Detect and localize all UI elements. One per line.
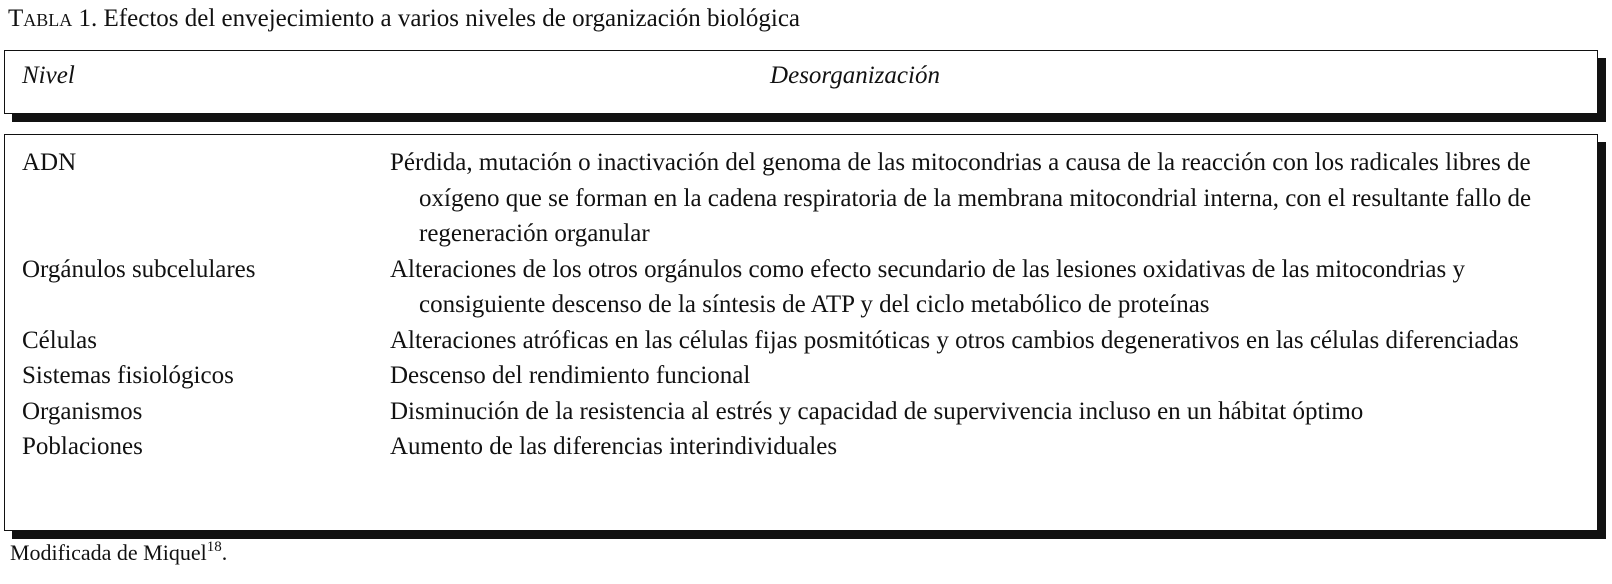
table-caption-text: Efectos del envejecimiento a varios niveles de organización biológica — [103, 5, 801, 32]
table-row — [22, 252, 1587, 323]
column-header-nivel: Nivel — [22, 62, 75, 89]
footnote-reference: 18 — [206, 539, 222, 555]
row-desorganizacion: Alteraciones atróficas en las células fijas posmitóticas y otros cambios degenerativos en las células diferenciadas — [390, 326, 1519, 354]
row-nivel: ADN — [22, 149, 77, 176]
table-row — [22, 145, 1587, 252]
table-body — [4, 134, 1598, 531]
table-footnote — [10, 538, 227, 568]
row-desorganizacion: Disminución de la resistencia al estrés y capacidad de supervivencia incluso en un hábitat óptimo — [390, 397, 1364, 425]
column-header-desorganizacion: Desorganización — [770, 62, 940, 89]
row-desorganizacion: Pérdida, mutación o inactivación del genoma de las mitocondrias a causa de la reacción con los radicales libres de oxígeno que se forman en la cadena respiratoria de la membrana mitocondrial interna, con el resultante fallo de regeneración organular — [390, 149, 1532, 247]
table-caption — [8, 4, 800, 34]
table-row — [22, 358, 1587, 394]
table-row — [22, 323, 1587, 359]
table-row — [22, 394, 1587, 430]
table-header — [4, 50, 1598, 114]
row-nivel: Organismos — [22, 397, 143, 425]
row-desorganizacion: Aumento de las diferencias interindividuales — [390, 433, 838, 460]
row-desorganizacion: Descenso del rendimiento funcional — [390, 362, 751, 389]
row-nivel: Orgánulos subcelulares — [22, 255, 256, 283]
row-desorganizacion: Alteraciones de los otros orgánulos como efecto secundario de las lesiones oxidativas de las mitocondrias y consiguiente descenso de la síntesis de ATP y del ciclo metabólico de proteínas — [390, 255, 1465, 318]
footnote-text: Modificada de Miquel — [10, 540, 207, 565]
table-caption-label: Tabla 1. — [8, 5, 98, 32]
row-nivel: Células — [22, 326, 97, 354]
footnote-end: . — [221, 540, 228, 565]
row-nivel: Sistemas fisiológicos — [22, 362, 234, 389]
table-row — [22, 429, 1587, 465]
row-nivel: Poblaciones — [22, 433, 143, 460]
